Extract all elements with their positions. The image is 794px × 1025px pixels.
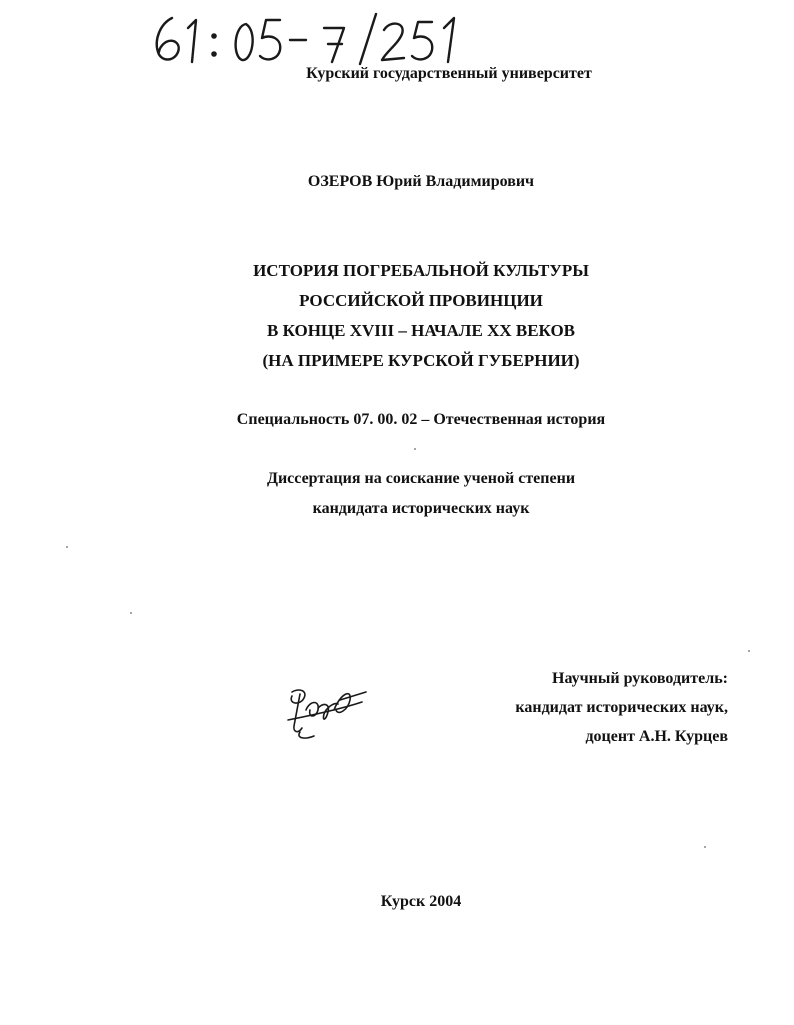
supervisor-block (515, 664, 728, 751)
handwritten-signature (278, 680, 370, 742)
scan-speck (414, 448, 416, 450)
dissertation-title-line-1: ИСТОРИЯ ПОГРЕБАЛЬНОЙ КУЛЬТУРЫ (253, 261, 589, 280)
place-and-year: Курск 2004 (380, 893, 462, 910)
supervisor-degree: кандидат исторических наук, (515, 699, 728, 716)
scan-speck (130, 612, 132, 614)
dissertation-title-line-2: РОССИЙСКОЙ ПРОВИНЦИИ (299, 291, 543, 310)
degree-line-2: кандидата исторических наук (312, 500, 530, 517)
specialty: Специальность 07. 00. 02 – Отечественная история (236, 411, 606, 428)
dissertation-title-line-3: В КОНЦЕ XVIII – НАЧАЛЕ XX ВЕКОВ (266, 321, 576, 340)
scan-speck (66, 546, 68, 548)
degree-line-1: Диссертация на соискание ученой степени (266, 470, 576, 487)
author-name: ОЗЕРОВ Юрий Владимирович (307, 173, 535, 190)
supervisor-label: Научный руководитель: (552, 670, 728, 687)
university-name: Курский государственный университет (306, 65, 592, 82)
supervisor-name: доцент А.Н. Курцев (585, 728, 728, 745)
scan-speck (748, 650, 750, 652)
dissertation-title-line-4: (НА ПРИМЕРЕ КУРСКОЙ ГУБЕРНИИ) (262, 351, 580, 370)
handwritten-archive-code (148, 6, 508, 68)
scan-speck (704, 846, 706, 848)
